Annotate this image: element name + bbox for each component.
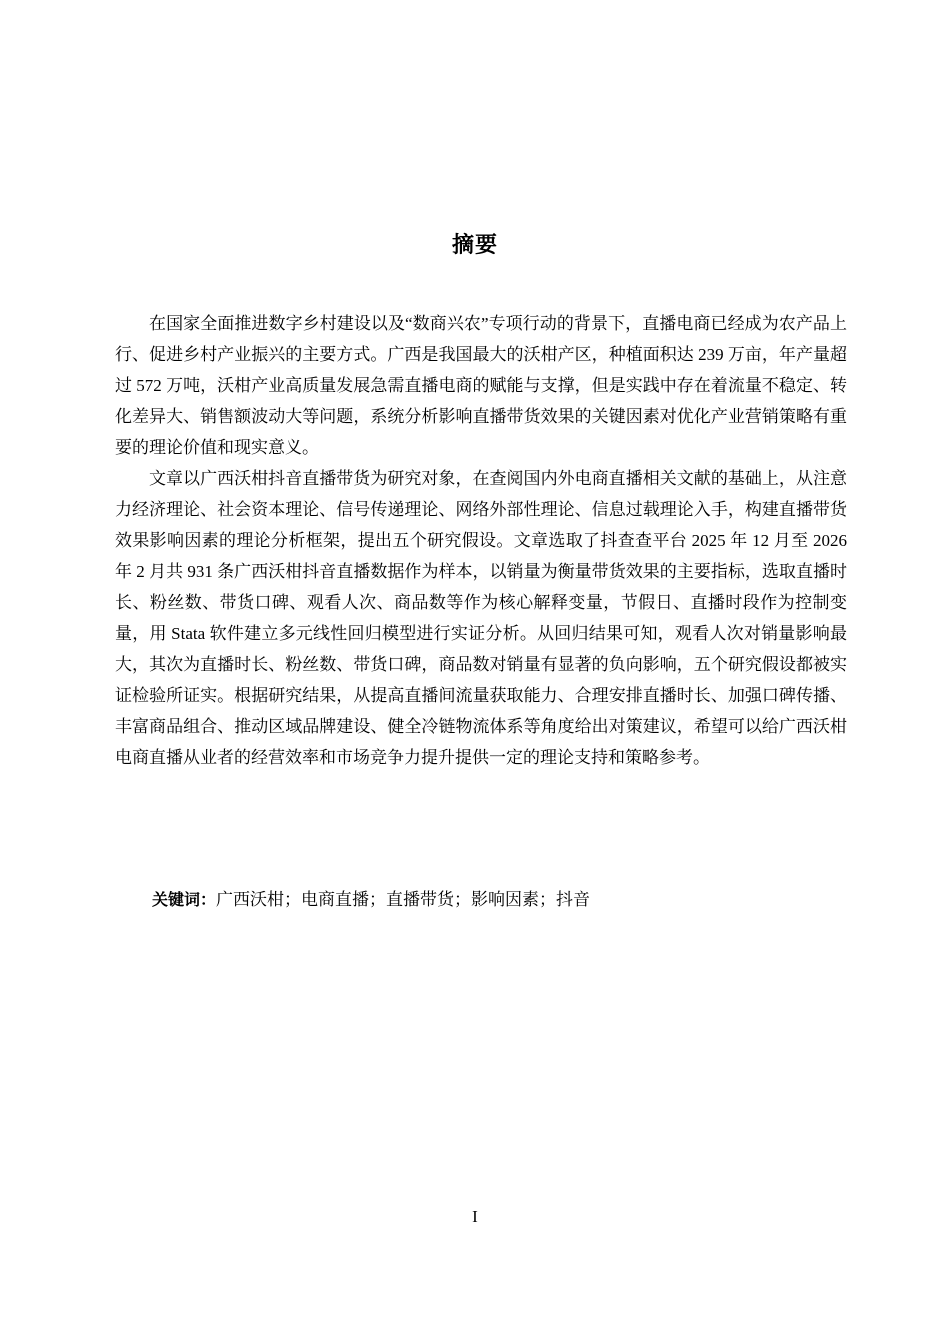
page-number: I	[472, 1207, 478, 1226]
keywords-line	[152, 884, 852, 915]
abstract-body	[115, 308, 847, 773]
keywords-label: 关键词：	[152, 890, 217, 909]
abstract-paragraph-1: 在国家全面推进数字乡村建设以及“数商兴农”专项行动的背景下，直播电商已经成为农产品上行、促进乡村产业振兴的主要方式。广西是我国最大的沃柑产区，种植面积达 239 万亩，年产量超过 572 万吨，沃柑产业高质量发展急需直播电商的赋能与支撑，但是实践中存在着流量不稳定、转化差异大、销售额波动大等问题，系统分析影响直播带货效果的关键因素对优化产业营销策略有重要的理论价值和现实意义。	[115, 314, 847, 457]
abstract-title: 摘要	[451, 233, 498, 258]
abstract-paragraph-2: 文章以广西沃柑抖音直播带货为研究对象，在查阅国内外电商直播相关文献的基础上，从注意力经济理论、社会资本理论、信号传递理论、网络外部性理论、信息过载理论入手，构建直播带货效果影响因素的理论分析框架，提出五个研究假设。文章选取了抖查查平台 2025 年 12 月至 2026 年 2 月共 931 条广西沃柑抖音直播数据作为样本，以销量为衡量带货效果的主要指标，选取直播时长、粉丝数、带货口碑、观看人次、商品数等作为核心解释变量，节假日、直播时段作为控制变量，用 Stata 软件建立多元线性回归模型进行实证分析。从回归结果可知，观看人次对销量影响最大，其次为直播时长、粉丝数、带货口碑，商品数对销量有显著的负向影响，五个研究假设都被实证检验所证实。根据研究结果，从提高直播间流量获取能力、合理安排直播时长、加强口碑传播、丰富商品组合、推动区域品牌建设、健全冷链物流体系等角度给出对策建议，希望可以给广西沃柑电商直播从业者的经营效率和市场竞争力提升提供一定的理论支持和策略参考。	[115, 469, 847, 767]
keywords-text: 广西沃柑；电商直播；直播带货；影响因素；抖音	[216, 890, 591, 909]
